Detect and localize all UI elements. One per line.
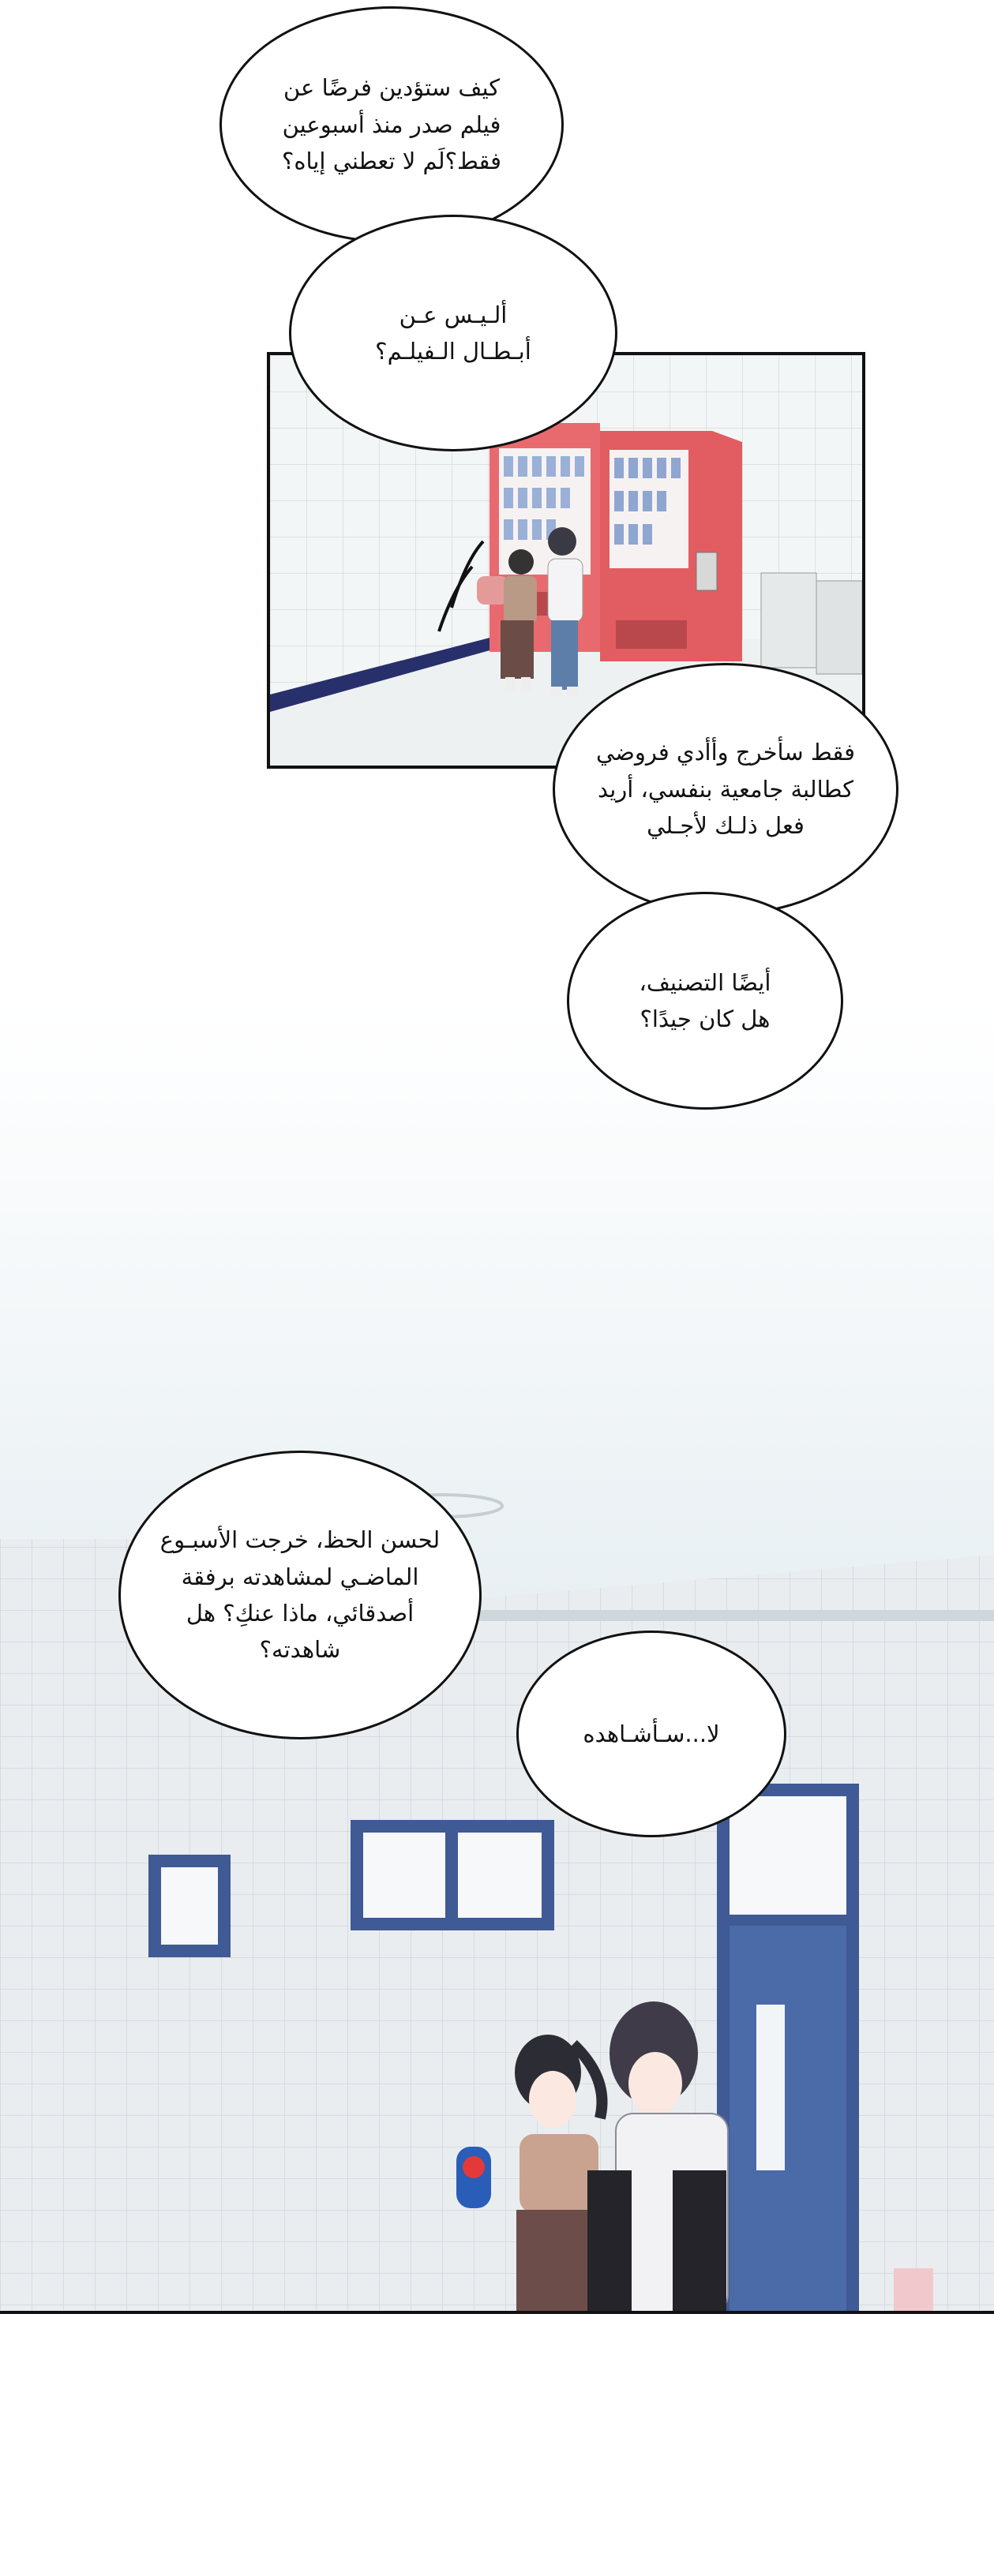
speech-bubble-3-text: فقط سأخرج وأأدي فروضي كطالبة جامعية بنفسي، أريد فعل ذلـك لأجـلي	[596, 739, 855, 840]
speech-bubble-6-text: لا...سـأشـاهده	[583, 1720, 720, 1747]
speech-bubble-5-text: لحسن الحظ، خرجت الأسبـوع الماضـي لمشاهدته برفقة أصدقائي، ماذا عنكِ؟ هل شاهدته؟	[159, 1526, 441, 1664]
speech-bubble-1	[219, 6, 564, 243]
speech-bubble-5	[118, 1451, 482, 1739]
speech-bubble-4	[567, 892, 843, 1110]
speech-bubble-3	[553, 663, 898, 915]
speech-bubble-4-text: أيضًا التصنيف، هل كان جيدًا؟	[639, 968, 771, 1032]
panel-bottom-border	[0, 2311, 994, 2314]
speech-bubble-1-text: كيف ستؤدين فرضًا عن فيلم صدر منذ أسبوعين فقط؟لَم لا تعطني إياه؟	[281, 74, 502, 175]
speech-bubble-2	[289, 215, 617, 451]
speech-bubble-2-text: ألـيـس عـن أبـطـال الـفيلـم؟	[375, 301, 531, 365]
speech-bubble-6	[516, 1631, 786, 1837]
